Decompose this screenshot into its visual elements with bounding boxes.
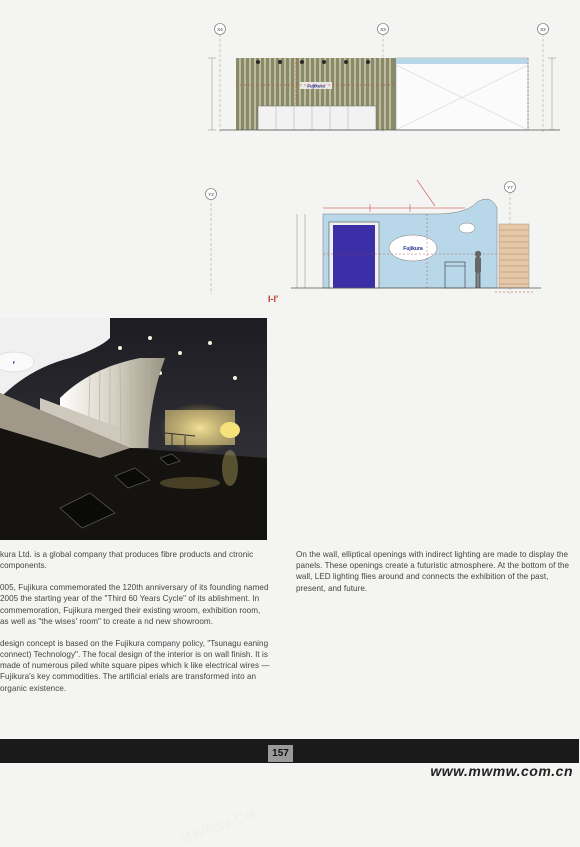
paragraph: kura Ltd. is a global company that produces fibre products and ctronic components. bbox=[0, 550, 254, 571]
svg-text:F: F bbox=[12, 360, 16, 365]
svg-text:Y2: Y2 bbox=[208, 192, 214, 197]
svg-text:Y7: Y7 bbox=[507, 185, 513, 190]
grid-marker-y7 bbox=[505, 182, 516, 193]
watermark: MWMW.CN bbox=[177, 804, 259, 847]
paragraph: On the wall, elliptical openings with indirect lighting are made to display the panels. These openings create a futuristic atmosphere. At the bottom of the wall, LED lighting flies around and connects the exhibition of the past, present, and future. bbox=[296, 550, 570, 593]
svg-text:X4: X4 bbox=[217, 27, 223, 32]
svg-text:X2: X2 bbox=[540, 27, 546, 32]
grid-marker-y2 bbox=[206, 189, 217, 200]
door bbox=[333, 225, 375, 288]
page-number: 157 bbox=[268, 745, 293, 762]
grid-marker-x2 bbox=[538, 24, 549, 35]
section-mark: I-I' bbox=[268, 294, 279, 304]
svg-text:X3: X3 bbox=[380, 27, 386, 32]
elevation-drawing-top bbox=[200, 20, 579, 135]
left-column bbox=[0, 549, 270, 705]
paragraph: 005, Fujikura commemorated the 120th anniversary of its founding named 2005 the starting year of the "Third 60 Years Cycle" of its ablishment. In commemoration, Fujikura merged their existing wroom, exhibition room, as well as "the wises' room" to create a nd new showroom. bbox=[0, 583, 269, 626]
grid-marker-x4 bbox=[215, 24, 226, 35]
right-column bbox=[296, 549, 580, 605]
paragraph: design concept is based on the Fujikura company policy, "Tsunagu eaning connect) Technology". The focal design of the interior is on wall finish. It is made of numerous piled white square pipes which k like electrical wires — Fujikura's key commodities. The artificial erials are transformed into an organic existence. bbox=[0, 638, 270, 693]
reception-counter bbox=[258, 106, 376, 130]
elevation-drawing-bottom bbox=[195, 178, 579, 298]
grid-marker-x3 bbox=[378, 24, 389, 35]
footer-url[interactable]: www.mwmw.com.cn bbox=[430, 763, 573, 779]
svg-text:Fujikura: Fujikura bbox=[307, 83, 325, 89]
svg-text:Fujikura: Fujikura bbox=[403, 246, 423, 252]
